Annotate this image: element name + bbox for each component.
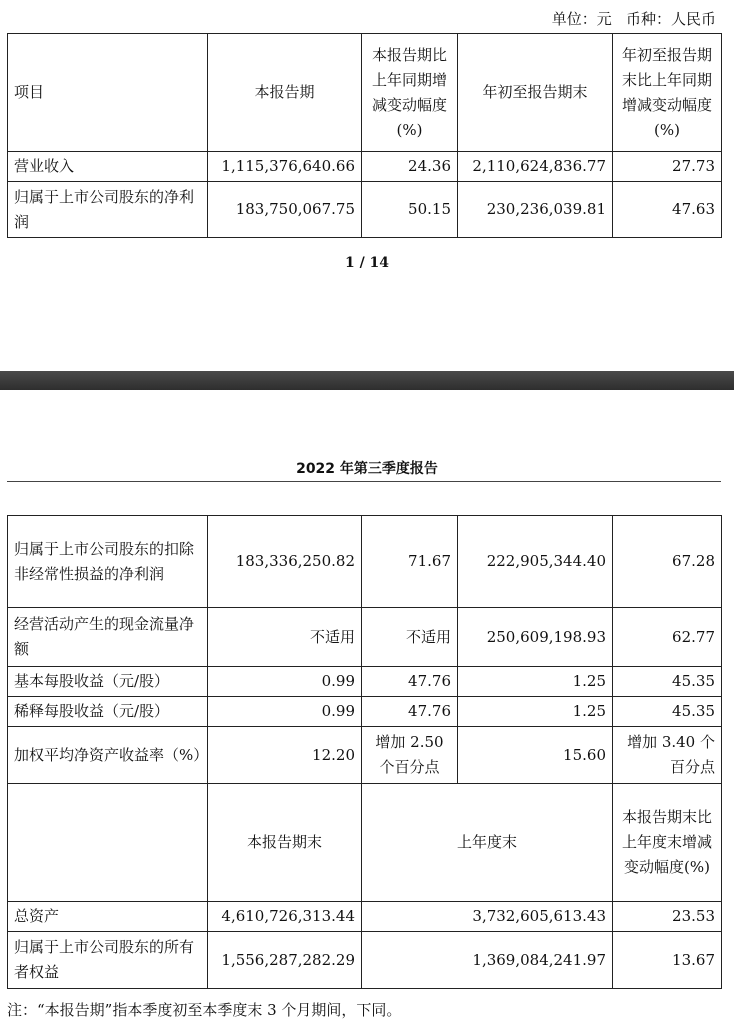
cell-value: 2,110,624,836.77 [458,152,613,182]
cell-value: 183,750,067.75 [208,182,362,238]
row-label: 基本每股收益（元/股） [8,667,208,697]
footnote: 注：“本报告期”指本季度初至本季度末 3 个月期间，下同。 [7,1001,402,1019]
cell-value: 71.67 [362,516,458,608]
row-label: 归属于上市公司股东的扣除非经常性损益的净利润 [8,516,208,608]
cell-value: 45.35 [613,667,722,697]
cell-value: 1,556,287,282.29 [208,932,362,989]
balance-header-empty [8,784,208,902]
cell-value: 250,609,198.93 [458,608,613,667]
cell-value: 增加 2.50 个百分点 [362,727,458,784]
cell-value: 1.25 [458,667,613,697]
table-row [8,608,722,667]
key-financials-table-bottom [7,515,722,989]
header-balance-change: 本报告期末比上年度末增减变动幅度(%) [613,784,722,902]
cell-value: 12.20 [208,727,362,784]
header-last-year-end: 上年度末 [362,784,613,902]
cell-value: 47.76 [362,667,458,697]
row-label: 归属于上市公司股东的所有者权益 [8,932,208,989]
cell-value: 0.99 [208,667,362,697]
cell-value: 183,336,250.82 [208,516,362,608]
row-label: 加权平均净资产收益率（%） [8,727,208,784]
table-row [8,516,722,608]
cell-value: 13.67 [613,932,722,989]
cell-value: 62.77 [613,608,722,667]
header-item: 项目 [8,34,208,152]
report-title: 2022 年第三季度报告 [296,461,438,477]
row-label: 营业收入 [8,152,208,182]
cell-value: 24.36 [362,152,458,182]
header-current-period: 本报告期 [208,34,362,152]
row-label: 经营活动产生的现金流量净额 [8,608,208,667]
page-separator [0,371,734,390]
table-row [8,697,722,727]
cell-value: 0.99 [208,697,362,727]
key-financials-table-top [7,33,722,238]
cell-value: 3,732,605,613.43 [362,902,613,932]
table-row [8,667,722,697]
cell-value: 47.76 [362,697,458,727]
cell-value: 不适用 [208,608,362,667]
row-label: 总资产 [8,902,208,932]
table-row [8,902,722,932]
cell-value: 50.15 [362,182,458,238]
cell-value: 23.53 [613,902,722,932]
cell-value: 1.25 [458,697,613,727]
cell-value: 15.60 [458,727,613,784]
cell-value: 增加 3.40 个百分点 [613,727,722,784]
cell-value: 1,115,376,640.66 [208,152,362,182]
header-rule [7,481,721,482]
header-ytd-change: 年初至报告期末比上年同期增减变动幅度(%) [613,34,722,152]
table-row [8,152,722,182]
unit-currency-line: 单位：元 币种：人民币 [551,10,716,28]
cell-value: 27.73 [613,152,722,182]
cell-value: 45.35 [613,697,722,727]
table-row [8,727,722,784]
header-current-end: 本报告期末 [208,784,362,902]
row-label: 归属于上市公司股东的净利润 [8,182,208,238]
header-ytd: 年初至报告期末 [458,34,613,152]
table-row [8,932,722,989]
cell-value: 222,905,344.40 [458,516,613,608]
cell-value: 67.28 [613,516,722,608]
cell-value: 230,236,039.81 [458,182,613,238]
cell-value: 47.63 [613,182,722,238]
table-row [8,182,722,238]
row-label: 稀释每股收益（元/股） [8,697,208,727]
cell-value: 4,610,726,313.44 [208,902,362,932]
page-number: 1 / 14 [344,255,390,271]
cell-value: 不适用 [362,608,458,667]
cell-value: 1,369,084,241.97 [362,932,613,989]
balance-header-row [8,784,722,902]
header-current-change: 本报告期比上年同期增减变动幅度(%) [362,34,458,152]
